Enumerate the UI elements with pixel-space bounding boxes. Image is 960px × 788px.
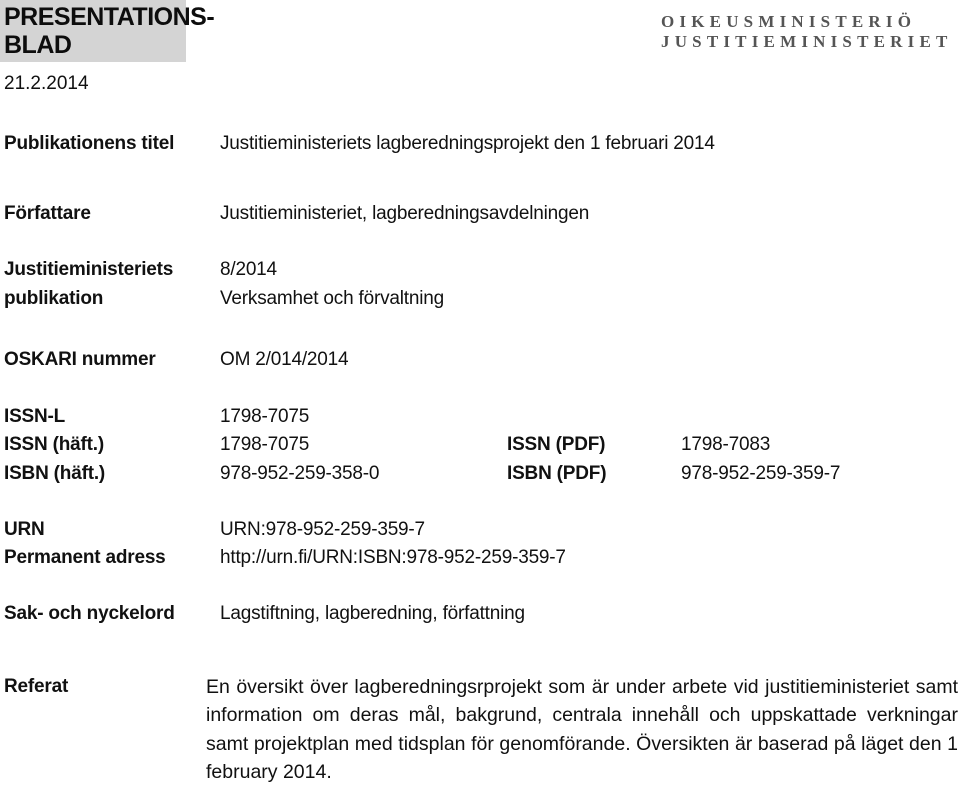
publication-number: 8/2014 [220, 259, 277, 280]
issn-l-value: 1798-7075 [220, 406, 310, 427]
isbn-print-value: 978-952-259-358-0 [220, 463, 380, 484]
urn-label: URN [4, 519, 45, 540]
author-label: Författare [4, 203, 91, 224]
abstract-text: En översikt över lagberedningsrprojekt som är under arbete vid justitieministeriet samt information om deras mål, bakgrund, centrala innehåll och uppskattade verkningar samt projektplan med tidsplan för genomförande. Översikten är baserad på läget den 1 february 2014. [206, 676, 958, 783]
issn-print-label: ISSN (häft.) [4, 434, 104, 455]
oskari-value: OM 2/014/2014 [220, 349, 349, 370]
isbn-pdf-value: 978-952-259-359-7 [681, 463, 841, 484]
document-type-line-2: BLAD [4, 31, 72, 59]
document-type-logo [0, 0, 215, 62]
publication-label-line-1: Justitieministeriets [4, 259, 174, 280]
publication-date: 21.2.2014 [4, 73, 89, 94]
publication-label-line-2: publikation [4, 288, 104, 309]
issn-pdf-label: ISSN (PDF) [507, 434, 606, 455]
title-value: Justitieministeriets lagberedningsprojekt den 1 februari 2014 [220, 133, 715, 154]
keywords-value: Lagstiftning, lagberedning, författning [220, 603, 525, 624]
document-type-line-1: PRESENTATIONS- [4, 3, 215, 31]
ministry-name-swedish: JUSTITIEMINISTERIET [661, 32, 953, 51]
abstract-label: Referat [4, 676, 69, 697]
issn-pdf-value: 1798-7083 [681, 434, 771, 455]
title-label: Publikationens titel [4, 133, 175, 154]
oskari-label: OSKARI nummer [4, 349, 156, 370]
isbn-print-label: ISBN (häft.) [4, 463, 106, 484]
permanent-address-link[interactable]: http://urn.fi/URN:ISBN:978-952-259-359-7 [220, 547, 566, 568]
urn-value: URN:978-952-259-359-7 [220, 519, 425, 540]
issn-print-value: 1798-7075 [220, 434, 310, 455]
author-value: Justitieministeriet, lagberedningsavdelningen [220, 203, 590, 224]
isbn-pdf-label: ISBN (PDF) [507, 463, 607, 484]
publication-series: Verksamhet och förvaltning [220, 288, 444, 309]
ministry-name-finnish: OIKEUSMINISTERIÖ [661, 12, 917, 31]
keywords-label: Sak- och nyckelord [4, 603, 175, 624]
issn-l-label: ISSN-L [4, 406, 66, 427]
permanent-address-label: Permanent adress [4, 547, 166, 568]
